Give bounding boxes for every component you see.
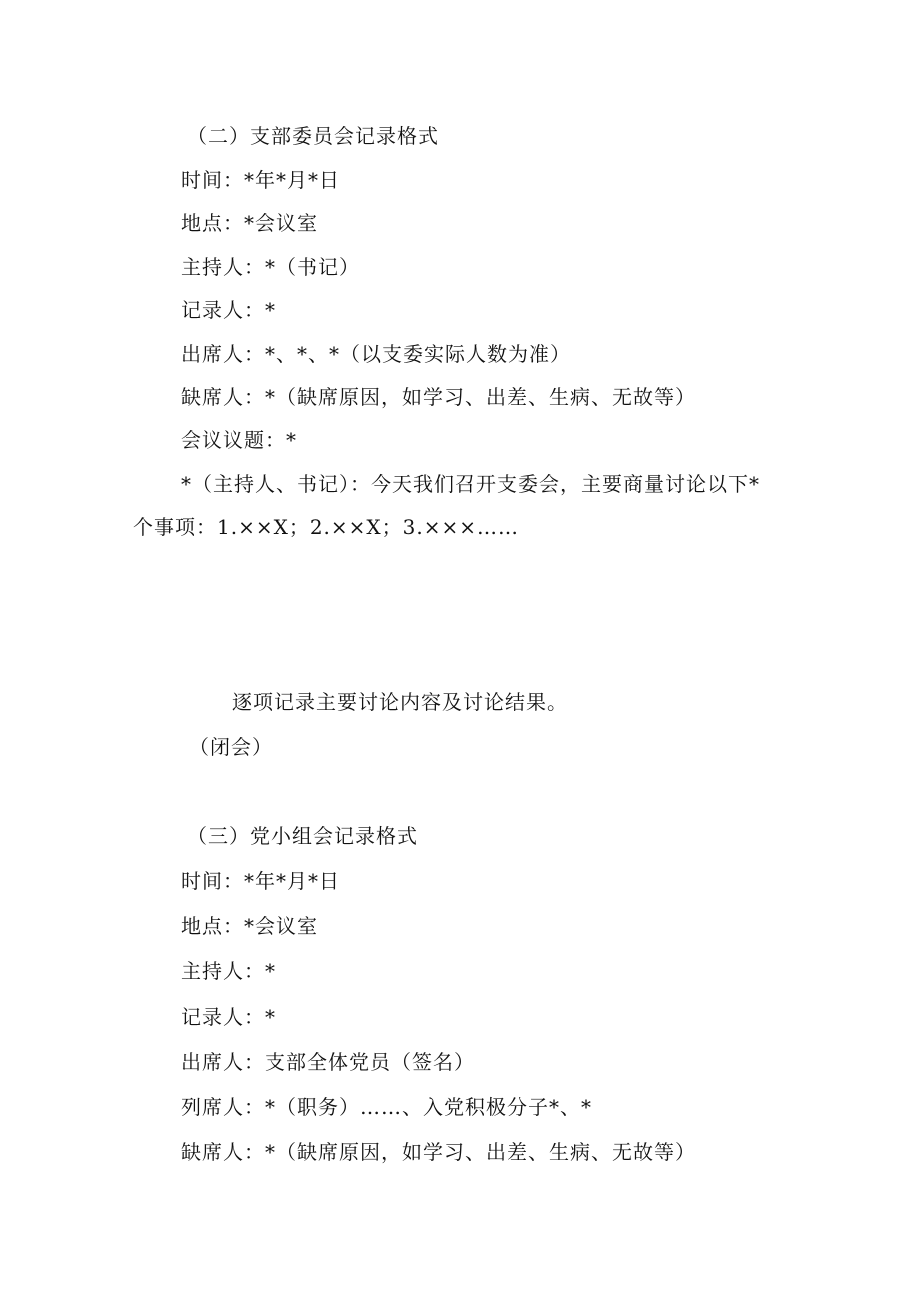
section3-heading: （三）党小组会记录格式 (187, 824, 418, 848)
section3-observers: 列席人：*（职务）……、入党积极分子*、* (181, 1095, 592, 1119)
section2-topic: 会议议题：* (181, 428, 297, 452)
section2-place: 地点：*会议室 (181, 211, 318, 235)
section3-absentees: 缺席人：*（缺席原因，如学习、出差、生病、无故等） (181, 1140, 696, 1164)
section2-opening-line2: 个事项：1.××X；2.××X；3.×××…… (133, 515, 520, 539)
section2-attendees: 出席人：*、*、*（以支委实际人数为准） (181, 342, 571, 366)
section2-time: 时间：*年*月*日 (181, 168, 340, 192)
section2-recorder: 记录人：* (181, 298, 276, 322)
section3-place: 地点：*会议室 (181, 914, 318, 938)
section3-recorder: 记录人：* (181, 1005, 276, 1029)
section2-absentees: 缺席人：*（缺席原因，如学习、出差、生病、无故等） (181, 385, 696, 409)
section2-host: 主持人：*（书记） (181, 255, 360, 279)
section2-record-note: 逐项记录主要讨论内容及讨论结果。 (232, 690, 568, 714)
section2-close: （闭会） (189, 735, 273, 759)
section3-time: 时间：*年*月*日 (181, 869, 340, 893)
section3-attendees: 出席人：支部全体党员（签名） (181, 1050, 475, 1074)
section3-host: 主持人：* (181, 959, 276, 983)
section2-heading: （二）支部委员会记录格式 (187, 124, 439, 148)
section2-opening-line1: *（主持人、书记）：今天我们召开支委会，主要商量讨论以下* (181, 472, 760, 496)
